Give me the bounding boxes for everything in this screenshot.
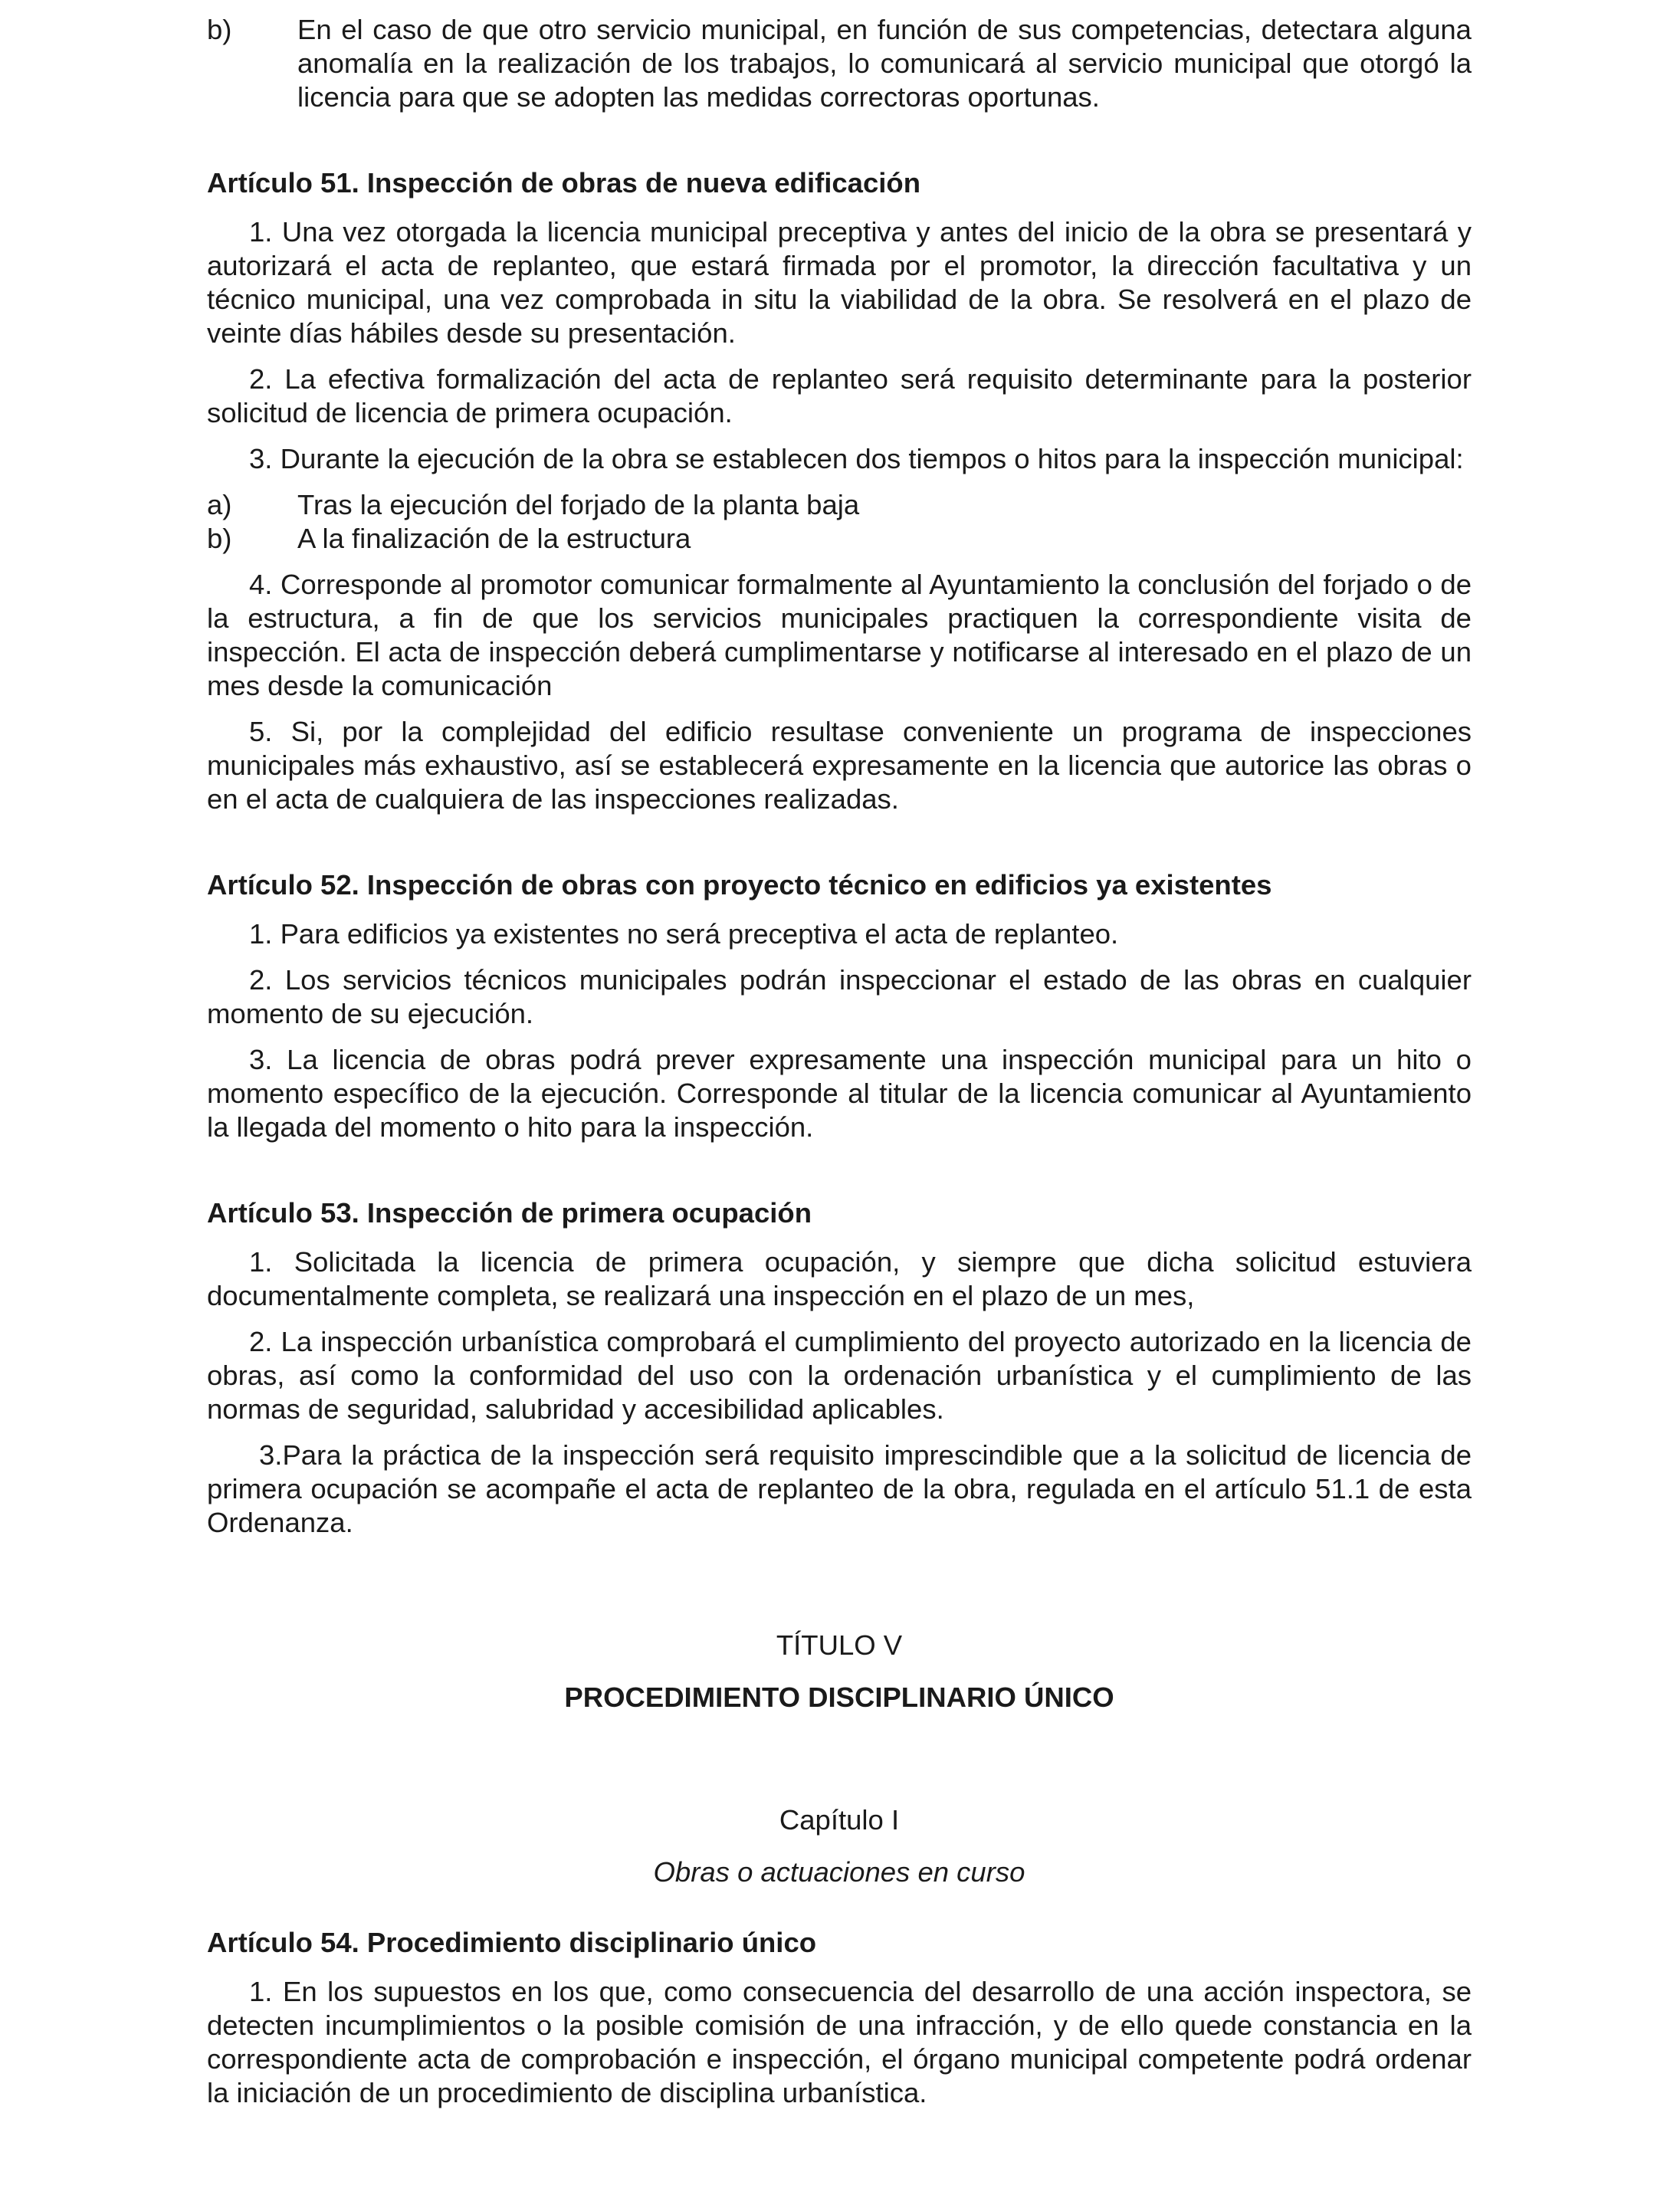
article-52-paragraph-1: 1. Para edificios ya existentes no será preceptiva el acta de replanteo. [249, 918, 1119, 950]
article-53-heading: Artículo 53. Inspección de primera ocupación [207, 1197, 812, 1229]
article-51-paragraph-3: 3. Durante la ejecución de la obra se establecen dos tiempos o hitos para la inspección municipal: [249, 443, 1464, 474]
article-51-paragraph-1: 1. Una vez otorgada la licencia municipal preceptiva y antes del inicio de la obra se presentará y autorizará el acta de replanteo, que estará firmada por el promotor, la dirección facultativa y un técnico municipal, una vez comprobada in situ la viabilidad de la obra. Se resolverá en el plazo de veinte días hábiles desde su presentación. [207, 216, 1472, 349]
article-54-paragraph-1: 1. En los supuestos en los que, como consecuencia del desarrollo de una acción inspectora, se detecten incumplimientos o la posible comisión de una infracción, y de ello quede constancia en la correspondiente acta de comprobación e inspección, el órgano municipal competente podrá ordenar la iniciación de un procedimiento de disciplina urbanística. [207, 1976, 1472, 2108]
chapter-name: Obras o actuaciones en curso [653, 1856, 1025, 1888]
title-label: TÍTULO V [776, 1629, 903, 1661]
article-52-paragraph-2: 2. Los servicios técnicos municipales podrán inspeccionar el estado de las obras en cualquier momento de su ejecución. [207, 964, 1472, 1029]
list-item-text: A la finalización de la estructura [297, 523, 691, 554]
article-51-paragraph-5: 5. Si, por la complejidad del edificio resultase conveniente un programa de inspecciones municipales más exhaustivo, así se establecerá expresamente en la licencia que autorice las obras o en el acta de cualquiera de las inspecciones realizadas. [207, 716, 1472, 815]
article-51-paragraph-4: 4. Corresponde al promotor comunicar formalmente al Ayuntamiento la conclusión del forjado o de la estructura, a fin de que los servicios municipales practiquen la correspondiente visita de inspección. El acta de inspección deberá cumplimentarse y notificarse al interesado en el plazo de un mes desde la comunicación [207, 569, 1472, 701]
article-53-paragraph-2: 2. La inspección urbanística comprobará el cumplimiento del proyecto autorizado en la licencia de obras, así como la conformidad del uso con la ordenación urbanística y el cumplimiento de las normas de seguridad, salubridad y accesibilidad aplicables. [207, 1326, 1472, 1425]
article-53-paragraph-3: 3.Para la práctica de la inspección será requisito imprescindible que a la solicitud de licencia de primera ocupación se acompañe el acta de replanteo de la obra, regulada en el artículo 51.1 de esta Ordenanza. [207, 1439, 1472, 1538]
list-marker: b) [207, 14, 232, 45]
list-item [207, 488, 1472, 522]
list-marker: a) [207, 489, 232, 520]
article-51-paragraph-2: 2. La efectiva formalización del acta de replanteo será requisito determinante para la posterior solicitud de licencia de primera ocupación. [207, 363, 1472, 428]
list-marker: b) [207, 523, 232, 554]
list-item-text: En el caso de que otro servicio municipal, en función de sus competencias, detectara alguna anomalía en la realización de los trabajos, lo comunicará al servicio municipal que otorgó la licencia para que se adopten las medidas correctoras oportunas. [297, 14, 1472, 113]
article-51-heading: Artículo 51. Inspección de obras de nueva edificación [207, 167, 921, 199]
article-52-paragraph-3: 3. La licencia de obras podrá prever expresamente una inspección municipal para un hito o momento específico de la ejecución. Corresponde al titular de la licencia comunicar al Ayuntamiento la llegada del momento o hito para la inspección. [207, 1044, 1472, 1143]
article-54-heading: Artículo 54. Procedimiento disciplinario único [207, 1927, 817, 1958]
list-item [207, 13, 1472, 114]
article-53-paragraph-1: 1. Solicitada la licencia de primera ocupación, y siempre que dicha solicitud estuviera documentalmente completa, se realizará una inspección en el plazo de un mes, [207, 1246, 1472, 1311]
title-name: PROCEDIMIENTO DISCIPLINARIO ÚNICO [564, 1682, 1114, 1713]
list-item-text: Tras la ejecución del forjado de la planta baja [297, 489, 860, 520]
article-52-heading: Artículo 52. Inspección de obras con proyecto técnico en edificios ya existentes [207, 869, 1272, 901]
list-item [207, 522, 1472, 556]
document-page [207, 0, 1472, 2110]
chapter-label: Capítulo I [779, 1804, 900, 1836]
